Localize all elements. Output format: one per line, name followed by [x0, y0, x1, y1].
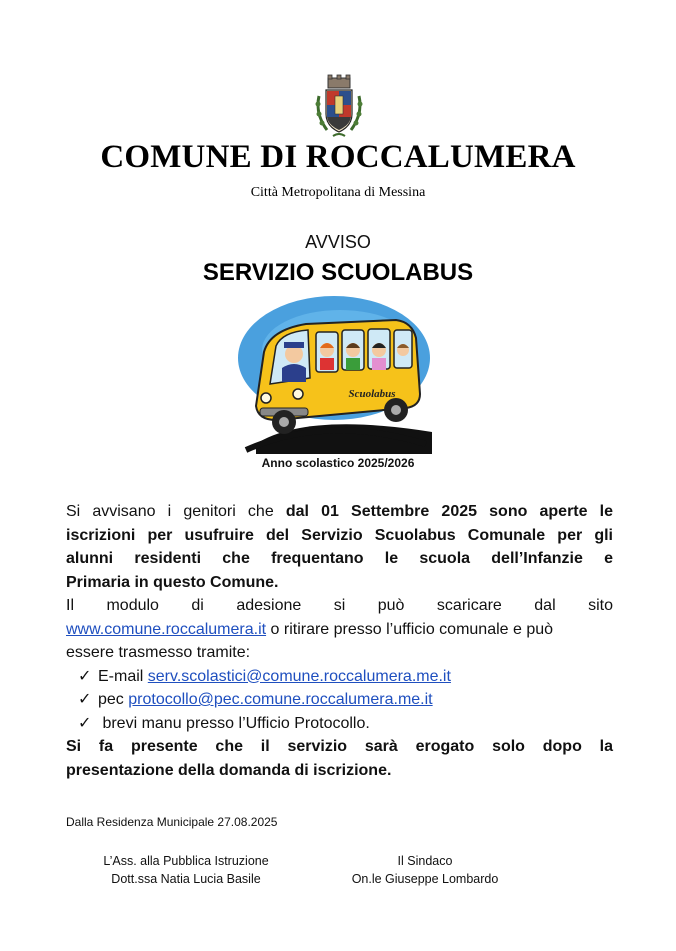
final-note-line-2: presentazione della domanda di iscrizione. [66, 761, 392, 779]
list-item-pec: ✓ pec protocollo@pec.comune.roccalumera.me.it [66, 688, 613, 712]
signature-sindaco [340, 852, 510, 888]
notice-heading: AVVISO [305, 232, 371, 252]
signature-assessore [96, 852, 276, 888]
checkmark-icon: ✓ [78, 691, 92, 708]
pec-link[interactable]: protocollo@pec.comune.roccalumera.me.it [128, 691, 433, 708]
signer-role: Il Sindaco [397, 854, 453, 868]
issue-date: Dalla Residenza Municipale 27.08.2025 [66, 815, 278, 829]
list-item-brevi-manu: ✓ brevi manu presso l’Ufficio Protocollo. [66, 712, 613, 736]
bus-sign-text: Scuolabus [348, 388, 396, 400]
final-note-line-1: Si fa presente che il servizio sarà erogato solo dopo la [66, 738, 613, 755]
checkmark-icon: ✓ [78, 714, 92, 732]
municipal-crest-icon [313, 74, 365, 140]
body-line-4: Primaria in questo Comune. [66, 573, 279, 591]
list-item-email: ✓ E-mail serv.scolastici@comune.roccalumera.me.it [66, 665, 613, 689]
service-title: SERVIZIO SCUOLABUS [202, 259, 474, 286]
municipality-title: COMUNE DI ROCCALUMERA [100, 139, 576, 175]
body-line-2: iscrizioni per usufruire del Servizio Scuolabus Comunale per gli [66, 526, 613, 544]
intro-text: Si avvisano i genitori che [66, 503, 274, 520]
municipality-subtitle: Città Metropolitana di Messina [250, 185, 426, 200]
checkmark-icon: ✓ [78, 667, 92, 685]
signer-role: L’Ass. alla Pubblica Istruzione [103, 854, 269, 868]
signer-name: Dott.ssa Natia Lucia Basile [111, 872, 261, 886]
school-year-caption: Anno scolastico 2025/2026 [261, 456, 415, 470]
body-line-6: www.comune.roccalumera.it o ritirare presso l’ufficio comunale e può [66, 620, 554, 638]
body-line-3: alunni residenti che frequentano le scuola dell’Infanzie e [66, 550, 613, 567]
signer-name: On.le Giuseppe Lombardo [351, 872, 499, 886]
body-line-1 [66, 500, 613, 524]
email-link[interactable]: serv.scolastici@comune.roccalumera.me.it [147, 667, 451, 685]
body-line-7: essere trasmesso tramite: [66, 644, 251, 661]
opening-date-text: dal 01 Settembre 2025 sono aperte le [285, 503, 614, 520]
school-bus-illustration [236, 294, 432, 454]
notice-body [66, 500, 613, 782]
website-link[interactable]: www.comune.roccalumera.it [66, 620, 267, 638]
body-line-5: Il modulo di adesione si può scaricare dal sito [66, 597, 613, 614]
